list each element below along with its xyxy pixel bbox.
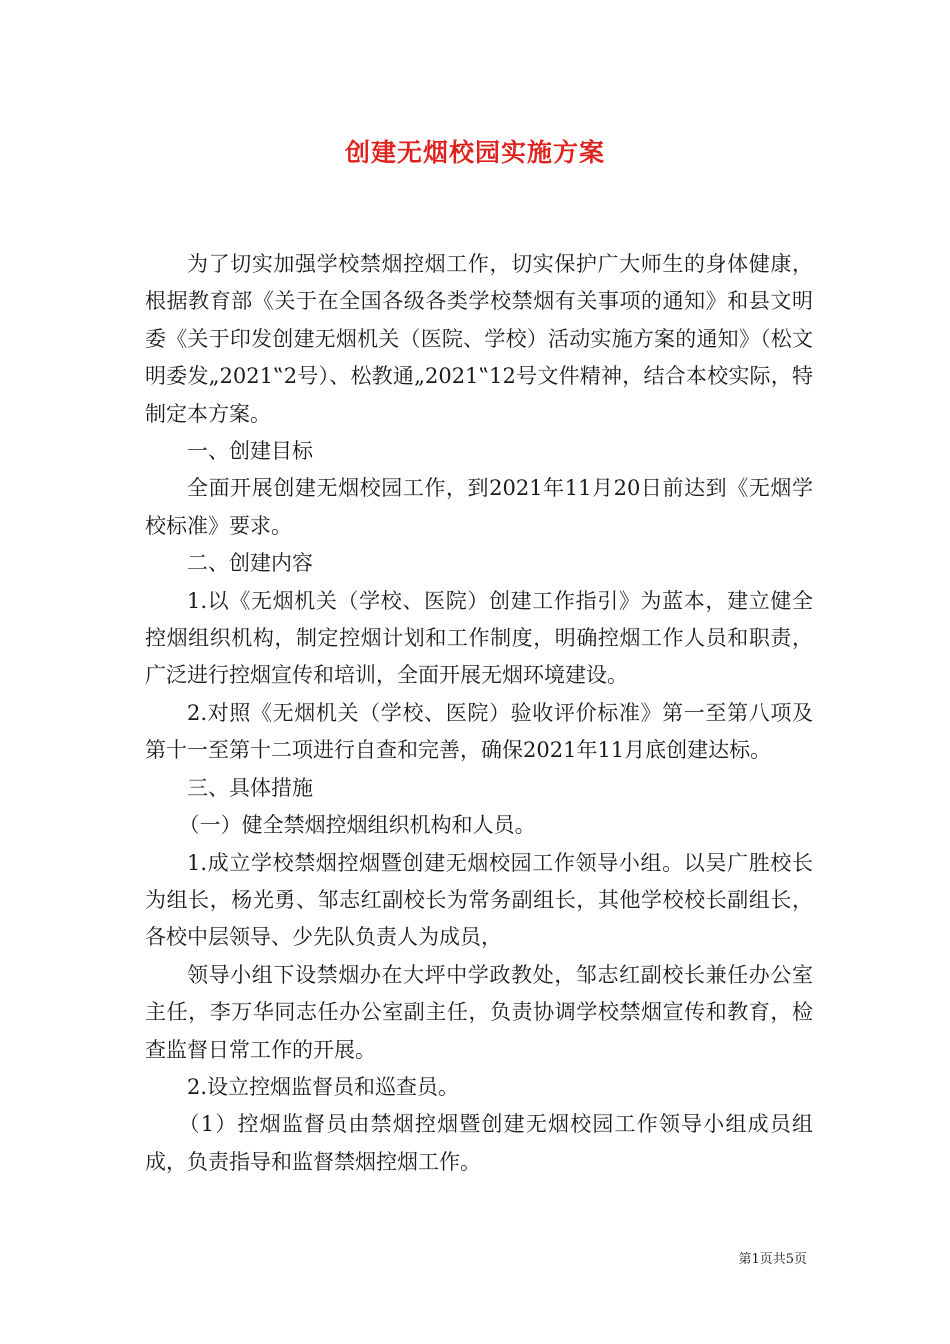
paragraph-content-2: 2.对照《无烟机关（学校、医院）验收评价标准》第一至第八项及第十一至第十二项进行自查和完善，确保2021年11月底创建达标。	[145, 700, 813, 763]
page-number: 第1页共5页	[738, 1252, 807, 1267]
heading-content: 二、创建内容	[187, 551, 313, 576]
paragraph-leadership-group: 1.成立学校禁烟控烟暨创建无烟校园工作领导小组。以吴广胜校长为组长，杨光勇、邹志红副校长为常务副组长，其他学校校长副组长，各校中层领导、少先队负责人为成员，	[145, 850, 813, 950]
subheading-organization: （一）健全禁烟控烟组织机构和人员。	[178, 813, 536, 838]
paragraph-goal: 全面开展创建无烟校园工作，到2021年11月20日前达到《无烟学校标准》要求。	[145, 476, 813, 538]
paragraph-intro: 为了切实加强学校禁烟控烟工作，切实保护广大师生的身体健康，根据教育部《关于在全国各级各类学校禁烟有关事项的通知》和县文明委《关于印发创建无烟机关（医院、学校）活动实施方案的通知》（松文明委发„2021‟2号）、松教通„2021‟12号文件精神，结合本校实际，特制定本方案。	[145, 252, 813, 426]
document-title: 创建无烟校园实施方案	[344, 138, 605, 167]
paragraph-supervisors: 2.设立控烟监督员和巡查员。	[187, 1074, 460, 1099]
paragraph-content-1: 1.以《无烟机关（学校、医院）创建工作指引》为蓝本，建立健全控烟组织机构，制定控烟计划和工作制度，明确控烟工作人员和职责，广泛进行控烟宣传和培训，全面开展无烟环境建设。	[145, 588, 813, 688]
document-body	[145, 246, 813, 1181]
heading-goal: 一、创建目标	[187, 439, 313, 464]
heading-measures: 三、具体措施	[187, 775, 313, 800]
paragraph-office: 领导小组下设禁烟办在大坪中学政教处，邹志红副校长兼任办公室主任，李万华同志任办公室副主任，负责协调学校禁烟宣传和教育，检查监督日常工作的开展。	[145, 962, 813, 1062]
paragraph-supervisor-duty: （1）控烟监督员由禁烟控烟暨创建无烟校园工作领导小组成员组成，负责指导和监督禁烟控烟工作。	[145, 1112, 813, 1174]
